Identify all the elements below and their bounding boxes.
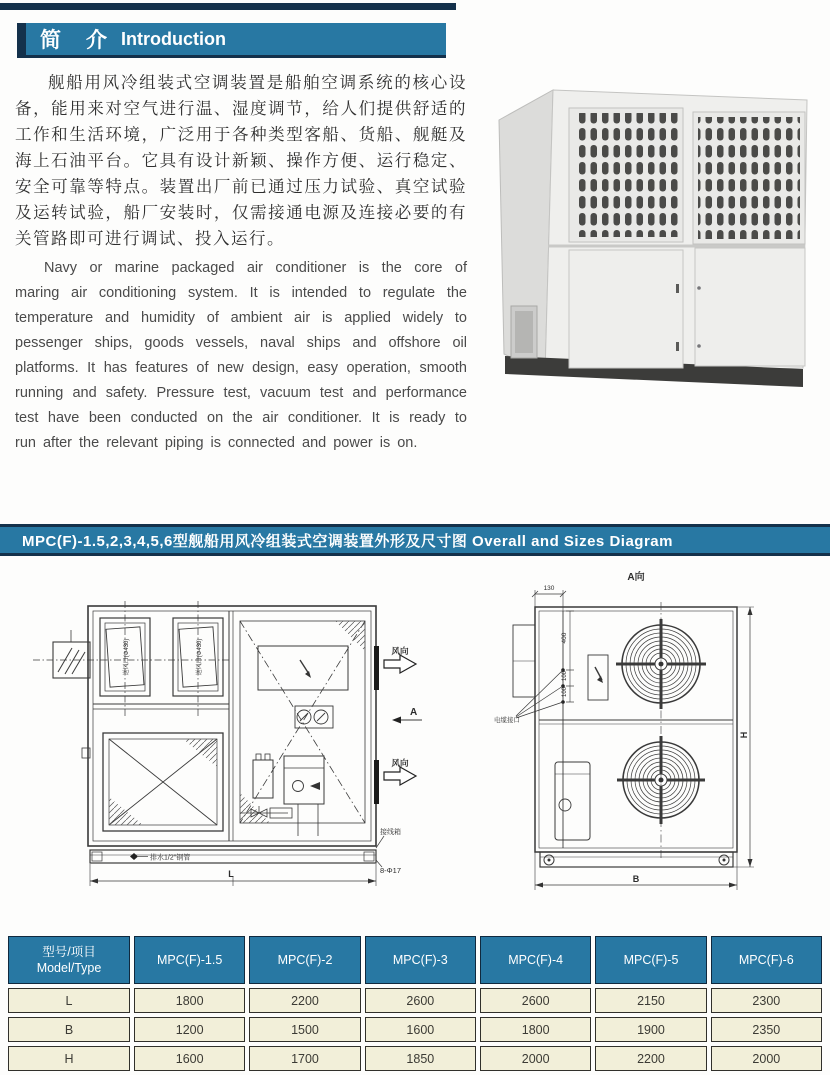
sizes-banner — [0, 524, 830, 556]
table-cell: 2000 — [711, 1046, 822, 1071]
table-cell: 2150 — [595, 988, 706, 1013]
product-photo — [485, 58, 830, 413]
grille-left — [574, 113, 678, 237]
table-cell: 1850 — [365, 1046, 476, 1071]
drain-label: 排水1/2″钢管 — [150, 854, 191, 862]
table-cell: 2600 — [365, 988, 476, 1013]
intro-title-zh: 简 介 — [40, 29, 109, 52]
table-cell: 2350 — [711, 1017, 822, 1042]
airflow-arrow-top — [384, 655, 416, 673]
column-header-mpcf-4: MPC(F)-4 — [480, 936, 591, 984]
junction-box-label: 接线箱 — [380, 829, 401, 836]
dryer-component — [253, 760, 273, 798]
table-cell: 2000 — [480, 1046, 591, 1071]
table-corner-header: 型号/项目 Model/Type — [8, 936, 130, 984]
table-cell: 1700 — [249, 1046, 360, 1071]
side-view-diagram — [492, 560, 827, 928]
sizes-table — [8, 936, 822, 1071]
intro-title-en: Introduction — [121, 28, 226, 49]
dim-130-label: 130 — [543, 585, 555, 592]
intro-banner — [17, 23, 446, 58]
sizes-banner-label: MPC(F)-1.5,2,3,4,5,6型舰船用风冷组装式空调装置外形及尺寸图 Overall and Sizes Diagram — [22, 532, 673, 550]
dim-B — [535, 852, 737, 890]
vent-label-1: 送风口(Φ430) — [124, 638, 130, 676]
dim-L-label: L — [228, 869, 234, 879]
side-flange — [513, 625, 535, 697]
column-header-mpcf-2: MPC(F)-2 — [249, 936, 360, 984]
intro-text-column — [15, 70, 467, 456]
dim-100-label-b: 100 — [562, 686, 568, 698]
grille-right — [698, 117, 800, 239]
machinery-section — [240, 621, 365, 836]
compressor-front — [284, 756, 324, 804]
row-label-B: B — [8, 1017, 130, 1042]
wind-direction-label-top: 风向 — [391, 646, 409, 656]
filter-section — [82, 733, 223, 831]
table-cell: 1500 — [249, 1017, 360, 1042]
dim-130 — [532, 590, 566, 611]
side-view-title: A向 — [627, 572, 645, 583]
side-base-rail — [540, 852, 733, 867]
door-knob-lower — [697, 344, 701, 348]
table-cell: 2200 — [249, 988, 360, 1013]
airflow-arrow-bottom — [384, 767, 416, 785]
dim-H-label: H — [739, 731, 749, 739]
section-a-label: A — [410, 707, 418, 718]
holes-label: 8-Φ17 — [380, 866, 401, 875]
table-cell: 1600 — [365, 1017, 476, 1042]
table-cell: 2600 — [480, 988, 591, 1013]
column-header-mpcf-1-5: MPC(F)-1.5 — [134, 936, 245, 984]
intro-paragraph-zh: 舰船用风冷组装式空调装置是船舶空调系统的核心设备，能用来对空气进行温、湿度调节，给人们提供舒适的工作和生活环境，广泛用于各种类型客船、货船、舰艇及海上石油平台。它具有设计新颖、操作方便、运行稳定、安全可靠等特点。装置出厂前已通过压力试验、真空试验及运转试验，船厂安装时，仅需接通电源及连接必要的有关管路即可进行调试、投入运行。 — [15, 74, 467, 248]
outlet-tab-bottom — [374, 760, 379, 804]
top-rule — [0, 3, 456, 10]
door-right — [695, 248, 805, 366]
table-cell: 1600 — [134, 1046, 245, 1071]
row-label-L: L — [8, 988, 130, 1013]
intro-paragraph-en: Navy or marine packaged air conditioner is the core of maring air conditioning system. It is intended to regulate the temperature and humidity of ambient air is applied widely to pessenger ships, goods vessels, naval ships and offshore oil platforms. It has features of new design, easy operation, smooth running and safety. Pressure test, vacuum test and performance test have been conducted on the air conditioner. It is ready to run after the relevant piping is connected and power is on. — [15, 260, 467, 451]
table-cell: 1800 — [480, 1017, 591, 1042]
dim-100-label-a: 100 — [562, 670, 568, 682]
column-header-mpcf-6: MPC(F)-6 — [711, 936, 822, 984]
outlet-tab-top — [374, 646, 379, 690]
door-knob-upper — [697, 286, 701, 290]
door-handle-upper — [676, 284, 679, 293]
section-a-arrow — [392, 717, 422, 724]
dim-400-label: 400 — [561, 632, 568, 644]
base-rail — [90, 850, 376, 863]
dim-B-label: B — [632, 874, 640, 884]
door-left — [569, 250, 683, 368]
vent-label-2: 送风口(Φ430) — [197, 638, 203, 676]
table-cell: 1200 — [134, 1017, 245, 1042]
table-cell: 1900 — [595, 1017, 706, 1042]
row-label-H: H — [8, 1046, 130, 1071]
cable-ports-label: 电缆接口 — [494, 717, 520, 724]
table-cell: 2200 — [595, 1046, 706, 1071]
wind-direction-label-bottom: 风向 — [391, 758, 409, 768]
door-handle-lower — [676, 342, 679, 351]
switch-box — [588, 655, 608, 700]
column-header-mpcf-5: MPC(F)-5 — [595, 936, 706, 984]
table-cell: 2300 — [711, 988, 822, 1013]
side-vent-inner — [515, 311, 533, 353]
compressor-side — [555, 762, 590, 840]
column-header-mpcf-3: MPC(F)-3 — [365, 936, 476, 984]
front-view-diagram — [18, 568, 488, 913]
cable-ports — [516, 668, 565, 718]
table-cell: 1800 — [134, 988, 245, 1013]
inlet-flange — [53, 630, 90, 678]
